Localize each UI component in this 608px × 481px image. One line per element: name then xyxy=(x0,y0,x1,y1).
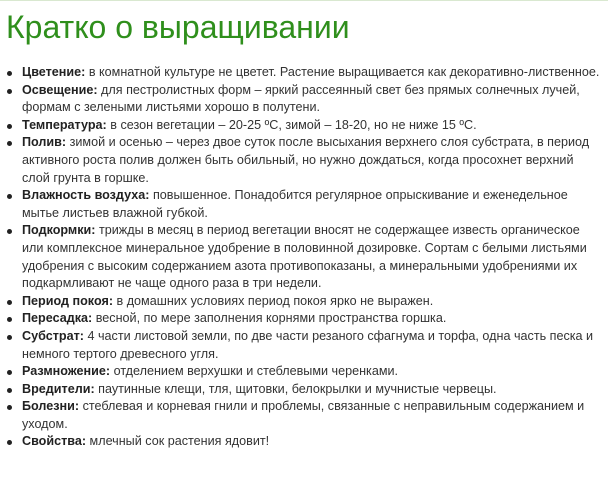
list-item-feeding xyxy=(0,222,600,292)
bullet-icon xyxy=(7,440,12,445)
bullet-icon xyxy=(7,300,12,305)
item-text: зимой и осенью – через двое суток после высыхания верхнего слоя субстрата, в период активного роста полив должен быть обильный, но нужно дождаться, когда просохнет верхний слой грунта в горшке. xyxy=(22,135,590,185)
item-term: Период покоя: xyxy=(22,293,114,308)
bullet-icon xyxy=(7,335,12,340)
item-text: повышенное. Понадобится регулярное опрыскивание и еженедельное мытье листьев влажной губкой. xyxy=(22,188,568,220)
item-text: для пестролистных форм – яркий рассеянный свет без прямых солнечных лучей, формам с зелеными листьями хорошо в полутени. xyxy=(22,82,580,115)
bullet-icon xyxy=(7,405,12,410)
list-item-pests xyxy=(0,381,600,399)
bullet-icon xyxy=(7,71,12,76)
item-text: млечный сок растения ядовит! xyxy=(86,434,270,449)
bullet-icon xyxy=(7,388,12,393)
page-title: Кратко о выращивании xyxy=(6,9,350,45)
item-text: весной, по мере заполнения корнями пространства горшка. xyxy=(92,311,447,326)
item-term: Размножение: xyxy=(22,364,111,379)
item-text: 4 части листовой земли, по две части резаного сфагнума и торфа, одна часть песка и немного тертого древесного угля. xyxy=(22,328,594,361)
item-text: трижды в месяц в период вегетации вносят не содержащее известь органическое или комплексное минеральное удобрение в половинной дозировке. Сортам с белыми листьями удобрения с высоким содержанием азота противопоказаны, а минеральными удобрениями их подкармливают не чаще одного раза в три недели. xyxy=(22,223,587,291)
item-text: в сезон вегетации – 20-25 ºC, зимой – 18-20, но не ниже 15 ºC. xyxy=(106,117,477,132)
care-summary-list xyxy=(0,64,600,451)
list-item-temperature xyxy=(0,117,600,135)
list-item-lighting xyxy=(0,82,600,117)
bullet-icon xyxy=(7,124,12,129)
top-divider xyxy=(0,0,608,1)
list-item-diseases xyxy=(0,398,600,433)
list-item-dormancy xyxy=(0,293,600,311)
item-text: отделением верхушки и стеблевыми черенками. xyxy=(110,364,399,379)
bullet-icon xyxy=(7,229,12,234)
bullet-icon xyxy=(7,370,12,375)
item-term: Свойства: xyxy=(22,434,87,449)
item-term: Пересадка: xyxy=(22,311,93,326)
item-term: Освещение: xyxy=(22,82,98,97)
item-term: Субстрат: xyxy=(22,328,84,343)
item-term: Температура: xyxy=(22,117,107,132)
list-item-properties xyxy=(0,433,600,451)
item-term: Влажность воздуха: xyxy=(22,188,150,203)
item-term: Вредители: xyxy=(22,381,95,396)
list-item-propagation xyxy=(0,363,600,381)
item-text: в домашних условиях период покоя ярко не выражен. xyxy=(113,293,434,308)
list-item-flowering xyxy=(0,64,600,82)
bullet-icon xyxy=(7,89,12,94)
item-term: Цветение: xyxy=(22,65,86,79)
bullet-icon xyxy=(7,194,12,199)
item-term: Полив: xyxy=(22,135,67,150)
item-text: паутинные клещи, тля, щитовки, белокрылки и мучнистые червецы. xyxy=(94,381,497,396)
item-term: Болезни: xyxy=(22,399,80,414)
item-text: стеблевая и корневая гнили и проблемы, связанные с неправильным содержанием и уходом. xyxy=(22,399,585,431)
bullet-icon xyxy=(7,317,12,322)
list-item-watering xyxy=(0,134,600,187)
list-item-substrate xyxy=(0,328,600,363)
bullet-icon xyxy=(7,141,12,146)
item-text: в комнатной культуре не цветет. Растение выращивается как декоративно-лиственное. xyxy=(85,65,600,79)
item-term: Подкормки: xyxy=(22,223,96,238)
list-item-humidity xyxy=(0,187,600,222)
list-item-transplanting xyxy=(0,310,600,328)
